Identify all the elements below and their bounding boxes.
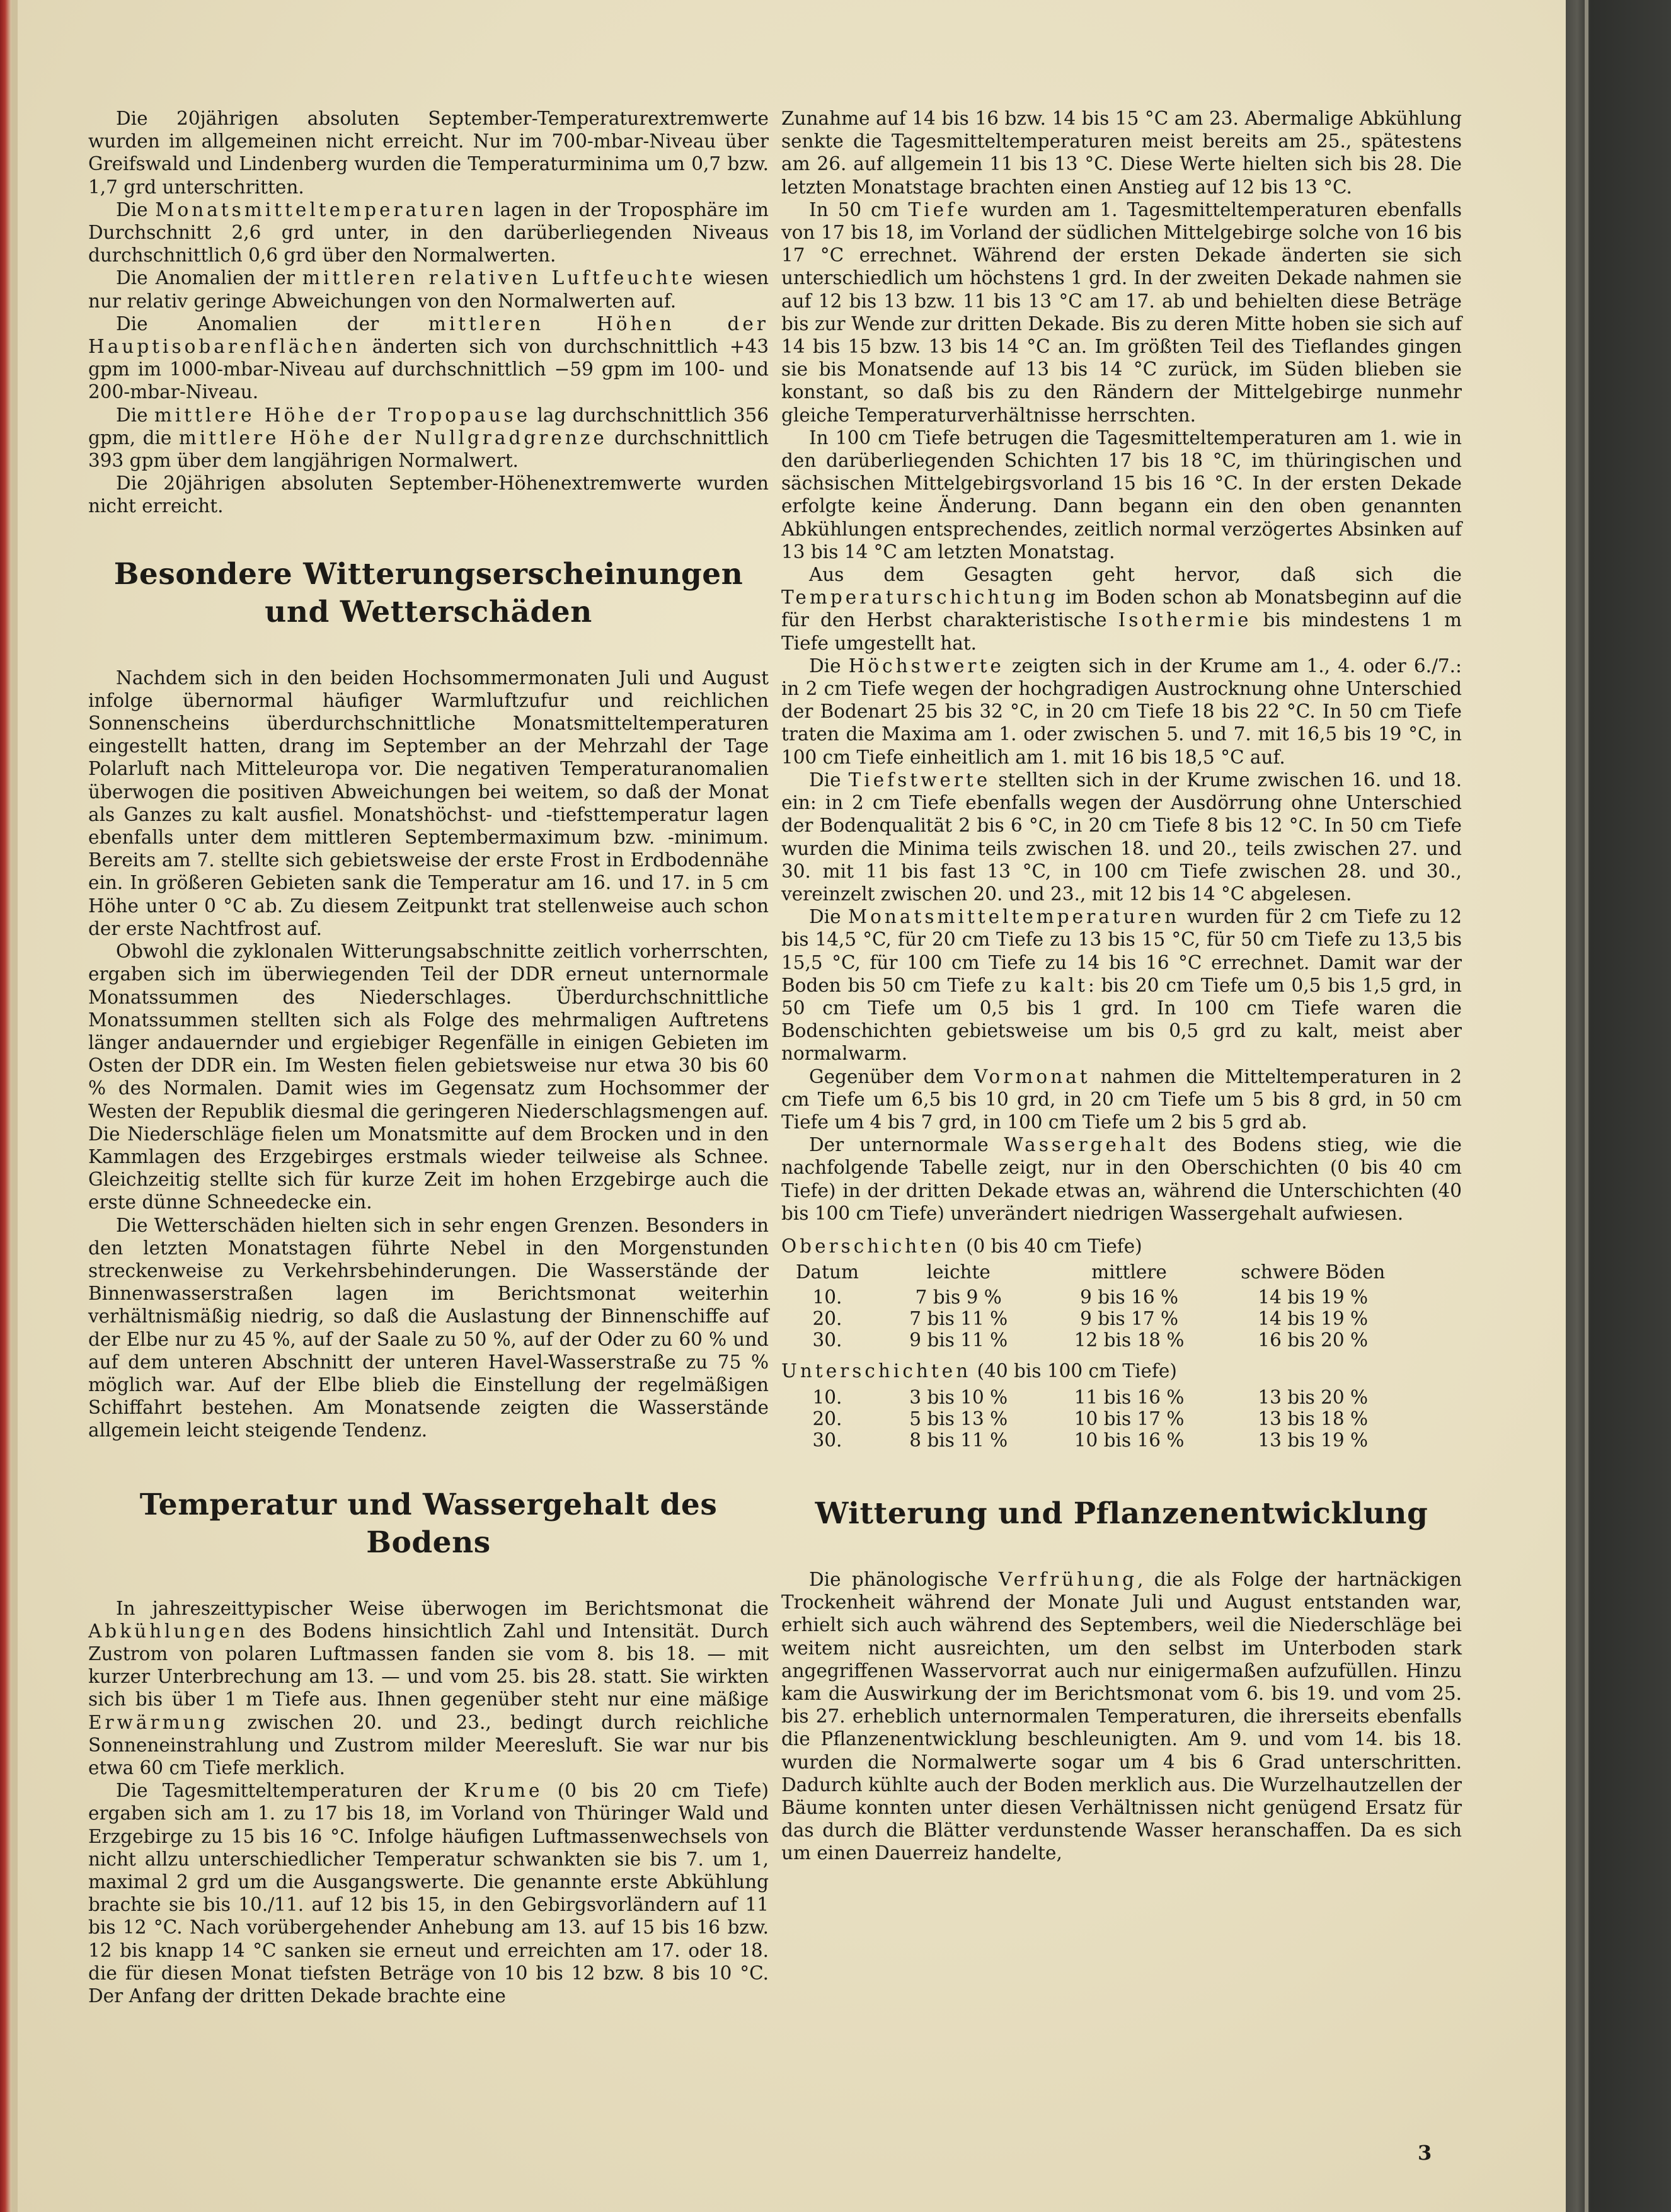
table-cell: 30. xyxy=(812,1329,842,1351)
table-cell: 13 bis 20 % xyxy=(1258,1386,1369,1408)
table-row xyxy=(781,1387,1411,1408)
text-span: des Bodens hinsichtlich Zahl und Intensität. Durch Zustrom von polaren Luftmassen fanden sie vom 8. bis 18. — mit kurzer Unterbrechung am 13. — und vom 25. bis 28. statt. Sie wirkten sich bis über 1 m Tiefe aus. Ihnen gegenüber steht nur eine mäßige xyxy=(88,1620,769,1711)
table-cell: 16 bis 20 % xyxy=(1258,1329,1369,1351)
spaced-term: Oberschichten xyxy=(781,1235,960,1257)
table-cell: 10. xyxy=(812,1287,842,1309)
spaced-term: Monatsmitteltemperaturen xyxy=(847,906,1180,928)
spaced-term: Unterschichten xyxy=(781,1360,972,1382)
text-span: bis mindestens 1 m Tiefe umgestellt hat. xyxy=(781,609,1462,654)
paragraph xyxy=(88,198,769,267)
text-span: Die xyxy=(809,655,849,677)
spaced-term: Krume xyxy=(463,1780,543,1802)
text-span: durchschnittlich 393 gpm über dem langjährigen Normalwert. xyxy=(88,427,769,472)
soil-moisture-table xyxy=(781,1235,1462,1451)
paragraph xyxy=(781,655,1462,769)
header-cell: schwere Böden xyxy=(1241,1261,1386,1283)
text-span: lagen in der Troposphäre im Durchschnitt 2,6 grd unter, in den darüberliegenden Niveaus durchschnittlich 0,6 grd über den Normalwerten. xyxy=(88,198,769,266)
section-heading-pflanzenentwicklung: Witterung und Pflanzenentwicklung xyxy=(815,1496,1428,1531)
table-unter xyxy=(781,1387,1411,1451)
table-cell: 30. xyxy=(812,1429,842,1451)
table-cell: 13 bis 19 % xyxy=(1258,1429,1369,1451)
table-row xyxy=(781,1329,1411,1351)
table-cell: 14 bis 19 % xyxy=(1258,1287,1369,1309)
text-span: zwischen 20. und 23., bedingt durch reichliche Sonneneinstrahlung und Zustrom milder Meeresluft. Sie war nur bis etwa 60 cm Tiefe merklich. xyxy=(88,1711,769,1779)
paragraph xyxy=(88,1597,769,1780)
paragraph xyxy=(781,198,1462,427)
spaced-term: mittleren relativen Luftfeuchte xyxy=(302,267,696,289)
text-span: wiesen nur relativ geringe Abweichungen von den Normalwerten auf. xyxy=(88,267,769,312)
text-span: nahmen die Mitteltemperaturen in 2 cm Tiefe um 6,5 bis 10 grd, in 20 cm Tiefe um 5 bis 8 grd, in 50 cm Tiefe um 4 bis 7 grd, in 100 cm Tiefe um 2 bis 5 grd ab. xyxy=(781,1065,1462,1133)
table-row xyxy=(781,1308,1411,1329)
page-number: 3 xyxy=(1418,2141,1432,2165)
paragraph xyxy=(781,769,1462,905)
paragraph: Zunahme auf 14 bis 16 bzw. 14 bis 15 °C am 23. Abermalige Abkühlung senkte die Tagesmitteltemperaturen meist bereits am 25., spätestens am 26. auf allgemein 11 bis 13 °C. Diese Werte hielten sich bis 28. Die letzten Monatstage brachten einen Anstieg auf 12 bis 13 °C. xyxy=(781,108,1462,198)
text-span: Die xyxy=(116,404,154,426)
binding-strip xyxy=(11,0,18,2212)
table-cell: 10 bis 17 % xyxy=(1074,1407,1185,1430)
text-span: des Bodens stieg, wie die nachfolgende Tabelle zeigt, nur in den Oberschichten (0 bis 40 cm Tiefe) in der dritten Dekade etwas an, während die Unterschichten (40 bis 100 cm Tiefe) unverändert niedrigen Wassergehalt aufwiesen. xyxy=(781,1134,1462,1224)
edge-line xyxy=(1585,0,1588,2212)
paragraph: Obwohl die zyklonalen Witterungsabschnitte zeitlich vorherrschten, ergaben sich im überwiegenden Teil der DDR erneut unternormale Monatssummen des Niederschlages. Überdurchschnittliche Monatssummen stellten sich als Folge des mehrmaligen Auftretens länger andauernder und ergiebiger Regenfälle in einigen Gebieten im Osten der DDR ein. Im Westen fielen gebietsweise nur etwa 30 bis 60 % des Normalen. Damit wies im Gegensatz zum Hochsommer der Westen der Republik diesmal die geringeren Niederschlagsmengen auf. Die Niederschläge fielen um Monatsmitte auf dem Brocken und in den Kammlagen des Erzgebirges erstmals wieder teilweise als Schnee. Gleichzeitig stellte sich für kurze Zeit im hohen Erzgebirge auch die erste dünne Schneedecke ein. xyxy=(88,941,769,1213)
spaced-term: Isothermie xyxy=(1118,609,1252,631)
text-span: Die Anomalien der xyxy=(116,267,303,289)
paragraph: Die 20jährigen absoluten September-Temperaturextremwerte wurden im allgemeinen nicht erreicht. Nur im 700-mbar-Niveau über Greifswald und Lindenberg wurden die Temperaturminima um 0,7 bzw. 1,7 grd unterschritten. xyxy=(88,108,769,198)
paragraph: Nachdem sich in den beiden Hochsommermonaten Juli und August infolge übernormal häufiger Warmluftzufur und reichlichen Sonnenscheins überdurchschnittliche Monatsmitteltemperaturen eingestellt hatten, drang im September an der Mehrzahl der Tage Polarluft nach Mitteleuropa vor. Die negativen Temperaturanomalien überwogen die positiven Abweichungen bei weitem, so daß der Monat als Ganzes zu kalt ausfiel. Monatshöchst- und -tiefsttemperatur lagen ebenfalls unter dem mittleren Septembermaximum bzw. -minimum. Bereits am 7. stellte sich gebietsweise der erste Frost in Erdbodennähe ein. In größeren Gebieten sank die Temperatur am 16. und 17. in 5 cm Höhe unter 0 °C ab. Zu diesem Zeitpunkt trat stellenweise auch schon der erste Nachtfrost auf. xyxy=(88,667,769,939)
table-cell: 8 bis 11 % xyxy=(909,1429,1008,1451)
header-cell: leichte xyxy=(926,1261,991,1283)
text-span: im Boden schon ab Monatsbeginn auf die für den Herbst charakteristische xyxy=(781,587,1462,631)
paragraph xyxy=(88,312,769,404)
paragraph xyxy=(88,266,769,312)
table-cell: 9 bis 16 % xyxy=(1080,1287,1179,1309)
text-span: (0 bis 20 cm Tiefe) ergaben sich am 1. zu 17 bis 18, im Vorland von Thüringer Wald und Erzgebirge zu 15 bis 16 °C. Infolge häufigen Luftmassenwechsels von nicht allzu unterschiedlicher Temperatur schwankten sie bis 7. um 1, maximal 2 grd um die Ausgangswerte. Die genannte erste Abkühlung brachte sie bis 10./11. auf 12 bis 15, in den Gebirgsvorländern auf 11 bis 12 °C. Nach vorübergehender Anhebung am 13. auf 15 bis 16 bzw. 12 bis knapp 14 °C sanken sie erneut und erreichten am 17. oder 18. die für diesen Monat tiefsten Beträge von 10 bis 12 bzw. 8 bis 10 °C. Der Anfang der dritten Dekade brachte eine xyxy=(88,1780,769,2007)
header-cell: Datum xyxy=(795,1261,859,1283)
table-caption-unter xyxy=(781,1360,1462,1383)
text-span: Die xyxy=(809,906,848,928)
text-span: Die xyxy=(809,769,849,791)
table-cell: 10. xyxy=(812,1386,842,1408)
spaced-term: Wassergehalt xyxy=(1004,1134,1169,1156)
spaced-term: Erwärmung xyxy=(88,1711,229,1733)
table-cell: 5 bis 13 % xyxy=(909,1407,1008,1430)
spaced-term: mittlere Höhe der Nullgradgrenze xyxy=(178,427,607,449)
left-column xyxy=(88,107,769,2007)
paragraph xyxy=(781,1568,1462,1865)
table-caption-ober xyxy=(781,1235,1462,1258)
paragraph xyxy=(88,404,769,473)
text-span: Der unternormale xyxy=(809,1134,1004,1156)
table-cell: 10 bis 16 % xyxy=(1074,1429,1185,1451)
spaced-term: Monatsmitteltemperaturen xyxy=(155,198,487,221)
text-span: Gegenüber dem xyxy=(809,1065,974,1087)
text-span: : bis 20 cm Tiefe um 0,5 bis 1,5 grd, in 50 cm Tiefe um 0,5 bis 1 grd. In 100 cm Tiefe waren die Bodenschichten gebietsweise um bis 0,5 grd zu kalt, meist aber normalwarm. xyxy=(781,974,1462,1065)
spaced-term: Verfrühung xyxy=(999,1568,1138,1590)
table-cell: 7 bis 9 % xyxy=(915,1287,1002,1309)
table-cell: 9 bis 17 % xyxy=(1080,1308,1179,1330)
paragraph xyxy=(88,1779,769,2007)
spaced-term: Höchstwerte xyxy=(848,655,1004,677)
text-span: Die phänologische xyxy=(809,1568,999,1590)
text-span: änderten sich von durchschnittlich +43 gpm im 1000-mbar-Niveau auf durchschnittlich −59 gpm im 100- und 200-mbar-Niveau. xyxy=(88,336,769,403)
table-row xyxy=(781,1430,1411,1451)
table-cell: 7 bis 11 % xyxy=(909,1308,1008,1330)
text-span: Die Anomalien der xyxy=(116,312,428,335)
header-cell: mittlere xyxy=(1091,1261,1167,1283)
text-span: In jahreszeittypischer Weise überwogen im Berichtsmonat die xyxy=(116,1597,769,1619)
text-span: (0 bis 40 cm Tiefe) xyxy=(960,1235,1142,1257)
table-cell: 9 bis 11 % xyxy=(909,1329,1008,1351)
table-cell: 13 bis 18 % xyxy=(1258,1407,1369,1430)
paragraph xyxy=(781,1133,1462,1225)
spaced-term: mittlere Höhe der Tropopause xyxy=(154,404,531,426)
text-span: Aus dem Gesagten geht hervor, daß sich die xyxy=(809,564,1462,586)
paragraph: Die Wetterschäden hielten sich in sehr engen Grenzen. Besonders in den letzten Monatstagen führte Nebel in den Morgenstunden streckenweise zu Verkehrsbehinderungen. Die Wasserstände der Binnenwasserstraßen lagen im Berichtsmonat weiterhin verhältnismäßig niedrig, so daß die Auslastung der Binnenschiffe auf der Elbe nur zu 45 %, auf der Saale zu 50 %, auf der Oder zu 60 % und auf dem unteren Abschnitt der unteren Havel-Wasserstraße zu 75 % möglich war. Auf der Elbe blieb die Einstellung der regelmäßigen Schiffahrt bestehen. Am Monatsende zeigten die Wasserstände allgemein leicht steigende Tendenz. xyxy=(88,1214,769,1441)
text-span: (40 bis 100 cm Tiefe) xyxy=(971,1360,1177,1382)
table-cell: 20. xyxy=(812,1407,842,1430)
paragraph xyxy=(781,905,1462,1065)
table-row xyxy=(781,1408,1411,1430)
table-cell: 20. xyxy=(812,1308,842,1330)
table-cell: 3 bis 10 % xyxy=(909,1386,1008,1408)
text-span: wurden am 1. Tagesmitteltemperaturen ebenfalls von 17 bis 18, im Vorland der südlichen Mittelgebirge solche von 16 bis 17 °C errechnet. Während der ersten Dekade änderten sie sich unterschiedlich um höchstens 1 grd. In der zweiten Dekade nahmen sie auf 12 bis 13 bzw. 11 bis 13 °C am 17. ab und behielten diese Beträge bis zur Wende zur dritten Dekade. Bis zu deren Mitte hoben sie sich auf 14 bis 15 bzw. 13 bis 14 °C an. Im größten Teil des Tieflandes gingen sie bis Monatsende auf 13 bis 14 °C zurück, im Süden blieben sie konstant, so daß bis zu den Rändern der Mittelgebirge nunmehr gleiche Temperaturverhältnisse herrschten. xyxy=(781,198,1462,426)
table-cell: 12 bis 18 % xyxy=(1074,1329,1185,1351)
table-row xyxy=(781,1287,1411,1308)
text-span: wurden für 2 cm Tiefe zu 12 bis 14,5 °C, für 20 cm Tiefe zu 13 bis 15 °C, für 50 cm Tiefe zu 13,5 bis 15,5 °C, für 100 cm Tiefe zu 14 bis 16 °C errechnet. Damit war der Boden bis 50 cm Tiefe xyxy=(781,906,1462,996)
paragraph xyxy=(781,1065,1462,1134)
spaced-term: zu kalt xyxy=(1001,974,1088,996)
table-header-row xyxy=(781,1261,1411,1287)
table-cell: 11 bis 16 % xyxy=(1074,1386,1185,1408)
spaced-term: Temperaturschichtung xyxy=(781,587,1059,609)
text-span: lag durchschnittlich 356 gpm, die xyxy=(88,404,769,449)
binding-edge xyxy=(0,0,11,2212)
paragraph xyxy=(781,563,1462,655)
table-cell: 14 bis 19 % xyxy=(1258,1308,1369,1330)
spaced-term: mittleren Höhen der Hauptisobarenflächen xyxy=(88,312,769,358)
book-edge xyxy=(1566,0,1671,2212)
table-ober xyxy=(781,1261,1411,1351)
spaced-term: Tiefstwerte xyxy=(848,769,991,791)
paragraph: Die 20jährigen absoluten September-Höhenextremwerte wurden nicht erreicht. xyxy=(88,473,769,517)
text-span: Die xyxy=(116,198,156,221)
right-column xyxy=(781,107,1462,1865)
paragraph: In 100 cm Tiefe betrugen die Tagesmitteltemperaturen am 1. wie in den darüberliegenden Schichten 17 bis 18 °C, im thüringischen und sächsischen Mittelgebirgsvorland 15 bis 16 °C. In der ersten Dekade erfolgte keine Änderung. Dann begann ein den oben genannten Abkühlungen entsprechendes, zeitlich normal verzögertes Absinken auf 13 bis 14 °C am letzten Monatstag. xyxy=(781,427,1462,563)
text-span: Die Tagesmitteltemperaturen der xyxy=(116,1780,464,1802)
text-span: , die als Folge der hartnäckigen Trockenheit während der Monate Juli und August entstanden war, erhielt sich auch während des Septembers, weil die Niederschläge bei weitem nicht ausreichten, um den selbst im Unterboden stark angegriffenen Wasservorrat auch nur einigermaßen aufzufüllen. Hinzu kam die Auswirkung der im Berichtsmonat vom 6. bis 19. und vom 25. bis 27. erheblich unternormalen Temperaturen, die ihrerseits ebenfalls die Pflanzenentwicklung beschleunigten. Am 9. und vom 14. bis 18. wurden die Normalwerte sogar um 4 bis 6 Grad unterschritten. Dadurch kühlte auch der Boden merklich aus. Die Wurzelhautzellen der Bäume konnten unter diesen Verhältnissen nicht genügend Ersatz für das durch die Blätter verdunstende Wasser heranschaffen. Da es sich um einen Dauerreiz handelte, xyxy=(781,1568,1462,1864)
spaced-term: Vormonat xyxy=(973,1065,1091,1087)
text-span: stellten sich in der Krume zwischen 16. und 18. ein: in 2 cm Tiefe ebenfalls wegen der Ausdörrung ohne Unterschied der Bodenqualität 2 bis 6 °C, in 20 cm Tiefe 8 bis 12 °C. In 50 cm Tiefe wurden die Minima teils zwischen 18. und 20., teils zwischen 27. und 30. mit 11 bis fast 13 °C, in 100 cm Tiefe zwischen 28. und 30., vereinzelt zwischen 20. und 23., mit 12 bis 14 °C abgelesen. xyxy=(781,769,1462,905)
text-span: In 50 cm xyxy=(809,198,909,221)
text-span: zeigten sich in der Krume am 1., 4. oder 6./7.: in 2 cm Tiefe wegen der hochgradigen Austrocknung ohne Unterschied der Bodenart 25 bis 32 °C, in 20 cm Tiefe 18 bis 22 °C. In 50 cm Tiefe traten die Maxima am 1. oder zwischen 5. und 7. mit 16,5 bis 19 °C, in 100 cm Tiefe einheitlich am 1. mit 16 bis 18,5 °C auf. xyxy=(781,655,1462,768)
section-heading-boden: Temperatur und Wassergehalt des Bodens xyxy=(139,1487,718,1560)
spaced-term: Tiefe xyxy=(908,198,972,221)
section-heading-witterungserscheinungen: Besondere Witterungserscheinungen und Wetterschäden xyxy=(113,556,744,629)
spaced-term: Abkühlungen xyxy=(88,1620,248,1642)
